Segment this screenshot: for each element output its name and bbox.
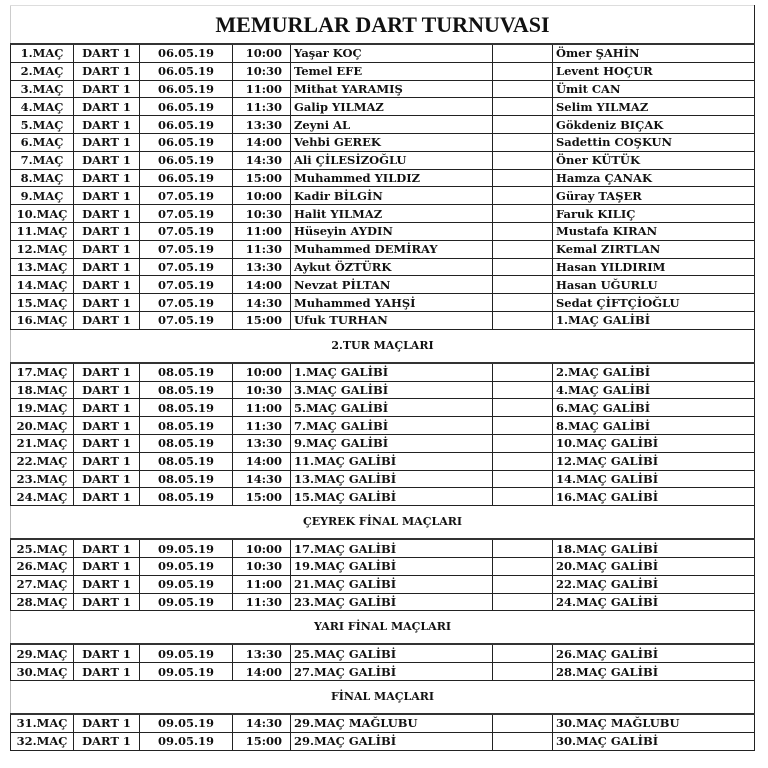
match-row: [11, 133, 755, 151]
match-date: 07.05.19: [140, 222, 233, 240]
score-cell: [493, 258, 553, 276]
match-date: 08.05.19: [140, 452, 233, 470]
home-player: 23.MAÇ GALİBİ: [291, 593, 493, 611]
match-time: 14:00: [233, 663, 291, 681]
score-cell: [493, 133, 553, 151]
match-number: 17.MAÇ: [11, 363, 74, 381]
match-date: 08.05.19: [140, 470, 233, 488]
match-time: 15:00: [233, 311, 291, 329]
score-cell: [493, 417, 553, 435]
home-player: Vehbi GEREK: [291, 133, 493, 151]
board-name: DART 1: [74, 417, 140, 435]
match-time: 11:00: [233, 222, 291, 240]
match-number: 9.MAÇ: [11, 187, 74, 205]
board-name: DART 1: [74, 44, 140, 62]
match-number: 32.MAÇ: [11, 732, 74, 750]
away-player: 30.MAÇ MAĞLUBU: [553, 714, 755, 732]
home-player: 9.MAÇ GALİBİ: [291, 434, 493, 452]
away-player: Faruk KILIÇ: [553, 205, 755, 223]
match-time: 14:30: [233, 294, 291, 312]
board-name: DART 1: [74, 452, 140, 470]
board-name: DART 1: [74, 557, 140, 575]
match-row: [11, 539, 755, 557]
match-row: [11, 240, 755, 258]
match-time: 11:30: [233, 593, 291, 611]
away-player: 6.MAÇ GALİBİ: [553, 399, 755, 417]
match-number: 16.MAÇ: [11, 311, 74, 329]
board-name: DART 1: [74, 62, 140, 80]
match-row: [11, 593, 755, 611]
match-row: [11, 169, 755, 187]
board-name: DART 1: [74, 222, 140, 240]
home-player: Muhammed YILDIZ: [291, 169, 493, 187]
match-number: 31.MAÇ: [11, 714, 74, 732]
score-cell: [493, 222, 553, 240]
match-time: 15:00: [233, 732, 291, 750]
home-player: Muhammed YAHŞİ: [291, 294, 493, 312]
match-time: 10:30: [233, 381, 291, 399]
match-time: 14:00: [233, 452, 291, 470]
away-player: 30.MAÇ GALİBİ: [553, 732, 755, 750]
away-player: Sadettin COŞKUN: [553, 133, 755, 151]
match-number: 15.MAÇ: [11, 294, 74, 312]
section-header-row: [11, 329, 755, 363]
home-player: Ufuk TURHAN: [291, 311, 493, 329]
match-row: [11, 222, 755, 240]
away-player: 18.MAÇ GALİBİ: [553, 539, 755, 557]
match-row: [11, 363, 755, 381]
board-name: DART 1: [74, 169, 140, 187]
match-number: 25.MAÇ: [11, 539, 74, 557]
match-date: 09.05.19: [140, 714, 233, 732]
away-player: 22.MAÇ GALİBİ: [553, 575, 755, 593]
board-name: DART 1: [74, 575, 140, 593]
away-player: Öner KÜTÜK: [553, 151, 755, 169]
match-row: [11, 663, 755, 681]
score-cell: [493, 276, 553, 294]
match-number: 29.MAÇ: [11, 644, 74, 662]
score-cell: [493, 470, 553, 488]
score-cell: [493, 399, 553, 417]
match-time: 15:00: [233, 169, 291, 187]
match-row: [11, 80, 755, 98]
score-cell: [493, 434, 553, 452]
board-name: DART 1: [74, 663, 140, 681]
home-player: 13.MAÇ GALİBİ: [291, 470, 493, 488]
away-player: 2.MAÇ GALİBİ: [553, 363, 755, 381]
match-row: [11, 294, 755, 312]
match-number: 12.MAÇ: [11, 240, 74, 258]
match-number: 26.MAÇ: [11, 557, 74, 575]
match-date: 06.05.19: [140, 98, 233, 116]
match-row: [11, 557, 755, 575]
away-player: 12.MAÇ GALİBİ: [553, 452, 755, 470]
tournament-sheet: [10, 5, 754, 751]
score-cell: [493, 187, 553, 205]
away-player: Selim YILMAZ: [553, 98, 755, 116]
match-time: 14:30: [233, 151, 291, 169]
match-time: 10:00: [233, 187, 291, 205]
board-name: DART 1: [74, 151, 140, 169]
match-date: 08.05.19: [140, 363, 233, 381]
home-player: 17.MAÇ GALİBİ: [291, 539, 493, 557]
board-name: DART 1: [74, 311, 140, 329]
match-row: [11, 452, 755, 470]
match-row: [11, 311, 755, 329]
match-date: 06.05.19: [140, 133, 233, 151]
home-player: Ali ÇİLESİZOĞLU: [291, 151, 493, 169]
match-time: 11:00: [233, 80, 291, 98]
score-cell: [493, 575, 553, 593]
match-row: [11, 276, 755, 294]
away-player: 1.MAÇ GALİBİ: [553, 311, 755, 329]
board-name: DART 1: [74, 714, 140, 732]
match-time: 11:00: [233, 399, 291, 417]
board-name: DART 1: [74, 116, 140, 134]
match-date: 09.05.19: [140, 732, 233, 750]
match-number: 11.MAÇ: [11, 222, 74, 240]
away-player: Hamza ÇANAK: [553, 169, 755, 187]
match-date: 09.05.19: [140, 663, 233, 681]
home-player: 15.MAÇ GALİBİ: [291, 488, 493, 506]
match-date: 08.05.19: [140, 381, 233, 399]
match-time: 10:00: [233, 539, 291, 557]
home-player: Muhammed DEMİRAY: [291, 240, 493, 258]
away-player: 26.MAÇ GALİBİ: [553, 644, 755, 662]
away-player: Hasan UĞURLU: [553, 276, 755, 294]
board-name: DART 1: [74, 80, 140, 98]
board-name: DART 1: [74, 644, 140, 662]
home-player: 19.MAÇ GALİBİ: [291, 557, 493, 575]
home-player: Temel EFE: [291, 62, 493, 80]
match-date: 08.05.19: [140, 434, 233, 452]
away-player: Ümit CAN: [553, 80, 755, 98]
score-cell: [493, 488, 553, 506]
match-date: 07.05.19: [140, 187, 233, 205]
score-cell: [493, 44, 553, 62]
match-time: 10:00: [233, 44, 291, 62]
match-number: 24.MAÇ: [11, 488, 74, 506]
home-player: 29.MAÇ MAĞLUBU: [291, 714, 493, 732]
match-date: 06.05.19: [140, 151, 233, 169]
match-row: [11, 258, 755, 276]
match-row: [11, 575, 755, 593]
match-row: [11, 44, 755, 62]
board-name: DART 1: [74, 399, 140, 417]
score-cell: [493, 80, 553, 98]
score-cell: [493, 381, 553, 399]
away-player: Sedat ÇİFTÇİOĞLU: [553, 294, 755, 312]
match-number: 20.MAÇ: [11, 417, 74, 435]
match-time: 11:30: [233, 98, 291, 116]
score-cell: [493, 732, 553, 750]
match-row: [11, 151, 755, 169]
match-row: [11, 62, 755, 80]
match-time: 14:00: [233, 133, 291, 151]
board-name: DART 1: [74, 276, 140, 294]
away-player: 20.MAÇ GALİBİ: [553, 557, 755, 575]
board-name: DART 1: [74, 294, 140, 312]
match-time: 14:30: [233, 470, 291, 488]
away-player: 14.MAÇ GALİBİ: [553, 470, 755, 488]
match-number: 13.MAÇ: [11, 258, 74, 276]
score-cell: [493, 169, 553, 187]
match-row: [11, 714, 755, 732]
section-heading: YARI FİNAL MAÇLARI: [11, 611, 755, 645]
title-row: [11, 6, 755, 45]
match-row: [11, 644, 755, 662]
score-cell: [493, 311, 553, 329]
home-player: Kadir BİLGİN: [291, 187, 493, 205]
score-cell: [493, 98, 553, 116]
match-row: [11, 399, 755, 417]
match-number: 28.MAÇ: [11, 593, 74, 611]
score-cell: [493, 116, 553, 134]
home-player: Aykut ÖZTÜRK: [291, 258, 493, 276]
match-time: 15:00: [233, 488, 291, 506]
match-time: 14:30: [233, 714, 291, 732]
board-name: DART 1: [74, 593, 140, 611]
match-time: 10:00: [233, 363, 291, 381]
match-number: 4.MAÇ: [11, 98, 74, 116]
match-number: 3.MAÇ: [11, 80, 74, 98]
board-name: DART 1: [74, 539, 140, 557]
home-player: 25.MAÇ GALİBİ: [291, 644, 493, 662]
section-heading: ÇEYREK FİNAL MAÇLARI: [11, 506, 755, 540]
match-number: 5.MAÇ: [11, 116, 74, 134]
section-header-row: [11, 611, 755, 645]
match-number: 2.MAÇ: [11, 62, 74, 80]
board-name: DART 1: [74, 363, 140, 381]
away-player: Gökdeniz BIÇAK: [553, 116, 755, 134]
match-date: 06.05.19: [140, 116, 233, 134]
home-player: 5.MAÇ GALİBİ: [291, 399, 493, 417]
match-time: 10:30: [233, 62, 291, 80]
score-cell: [493, 62, 553, 80]
match-row: [11, 187, 755, 205]
match-number: 27.MAÇ: [11, 575, 74, 593]
match-row: [11, 732, 755, 750]
section-header-row: [11, 506, 755, 540]
score-cell: [493, 663, 553, 681]
board-name: DART 1: [74, 205, 140, 223]
match-number: 19.MAÇ: [11, 399, 74, 417]
score-cell: [493, 557, 553, 575]
board-name: DART 1: [74, 187, 140, 205]
match-number: 30.MAÇ: [11, 663, 74, 681]
section-heading: 2.TUR MAÇLARI: [11, 329, 755, 363]
home-player: 1.MAÇ GALİBİ: [291, 363, 493, 381]
away-player: 24.MAÇ GALİBİ: [553, 593, 755, 611]
board-name: DART 1: [74, 732, 140, 750]
board-name: DART 1: [74, 470, 140, 488]
home-player: 27.MAÇ GALİBİ: [291, 663, 493, 681]
away-player: Hasan YILDIRIM: [553, 258, 755, 276]
away-player: Kemal ZIRTLAN: [553, 240, 755, 258]
match-date: 07.05.19: [140, 311, 233, 329]
match-number: 22.MAÇ: [11, 452, 74, 470]
board-name: DART 1: [74, 434, 140, 452]
match-number: 8.MAÇ: [11, 169, 74, 187]
match-number: 7.MAÇ: [11, 151, 74, 169]
match-number: 21.MAÇ: [11, 434, 74, 452]
match-time: 13:30: [233, 644, 291, 662]
board-name: DART 1: [74, 488, 140, 506]
match-date: 09.05.19: [140, 644, 233, 662]
page-title: MEMURLAR DART TURNUVASI: [11, 6, 755, 45]
board-name: DART 1: [74, 98, 140, 116]
match-date: 08.05.19: [140, 399, 233, 417]
score-cell: [493, 151, 553, 169]
away-player: 8.MAÇ GALİBİ: [553, 417, 755, 435]
home-player: Mithat YARAMIŞ: [291, 80, 493, 98]
score-cell: [493, 539, 553, 557]
match-date: 08.05.19: [140, 488, 233, 506]
score-cell: [493, 593, 553, 611]
match-row: [11, 470, 755, 488]
away-player: Güray TAŞER: [553, 187, 755, 205]
match-row: [11, 98, 755, 116]
match-number: 23.MAÇ: [11, 470, 74, 488]
match-date: 06.05.19: [140, 80, 233, 98]
home-player: 7.MAÇ GALİBİ: [291, 417, 493, 435]
home-player: Hüseyin AYDIN: [291, 222, 493, 240]
away-player: Levent HOÇUR: [553, 62, 755, 80]
match-time: 10:30: [233, 205, 291, 223]
score-cell: [493, 452, 553, 470]
match-date: 06.05.19: [140, 62, 233, 80]
score-cell: [493, 644, 553, 662]
match-time: 10:30: [233, 557, 291, 575]
home-player: Nevzat PİLTAN: [291, 276, 493, 294]
match-row: [11, 434, 755, 452]
score-cell: [493, 363, 553, 381]
match-row: [11, 417, 755, 435]
match-date: 09.05.19: [140, 575, 233, 593]
match-number: 10.MAÇ: [11, 205, 74, 223]
match-number: 18.MAÇ: [11, 381, 74, 399]
home-player: Zeyni AL: [291, 116, 493, 134]
match-time: 11:30: [233, 417, 291, 435]
away-player: Mustafa KIRAN: [553, 222, 755, 240]
match-date: 09.05.19: [140, 557, 233, 575]
score-cell: [493, 240, 553, 258]
match-time: 13:30: [233, 258, 291, 276]
match-number: 14.MAÇ: [11, 276, 74, 294]
home-player: Yaşar KOÇ: [291, 44, 493, 62]
board-name: DART 1: [74, 381, 140, 399]
match-number: 1.MAÇ: [11, 44, 74, 62]
away-player: 16.MAÇ GALİBİ: [553, 488, 755, 506]
home-player: 21.MAÇ GALİBİ: [291, 575, 493, 593]
score-cell: [493, 714, 553, 732]
match-time: 13:30: [233, 434, 291, 452]
board-name: DART 1: [74, 133, 140, 151]
match-time: 11:00: [233, 575, 291, 593]
match-date: 07.05.19: [140, 276, 233, 294]
score-cell: [493, 205, 553, 223]
match-time: 11:30: [233, 240, 291, 258]
match-row: [11, 381, 755, 399]
away-player: 10.MAÇ GALİBİ: [553, 434, 755, 452]
match-row: [11, 488, 755, 506]
away-player: 4.MAÇ GALİBİ: [553, 381, 755, 399]
home-player: Galip YILMAZ: [291, 98, 493, 116]
match-date: 09.05.19: [140, 539, 233, 557]
home-player: 29.MAÇ GALİBİ: [291, 732, 493, 750]
home-player: 3.MAÇ GALİBİ: [291, 381, 493, 399]
match-date: 07.05.19: [140, 294, 233, 312]
match-date: 06.05.19: [140, 44, 233, 62]
home-player: Halit YILMAZ: [291, 205, 493, 223]
match-date: 09.05.19: [140, 593, 233, 611]
match-date: 07.05.19: [140, 205, 233, 223]
match-date: 08.05.19: [140, 417, 233, 435]
home-player: 11.MAÇ GALİBİ: [291, 452, 493, 470]
match-date: 06.05.19: [140, 169, 233, 187]
match-date: 07.05.19: [140, 258, 233, 276]
board-name: DART 1: [74, 258, 140, 276]
away-player: Ömer ŞAHİN: [553, 44, 755, 62]
match-row: [11, 205, 755, 223]
match-time: 13:30: [233, 116, 291, 134]
away-player: 28.MAÇ GALİBİ: [553, 663, 755, 681]
match-number: 6.MAÇ: [11, 133, 74, 151]
section-header-row: [11, 680, 755, 714]
match-date: 07.05.19: [140, 240, 233, 258]
fixture-table: [10, 5, 755, 751]
match-row: [11, 116, 755, 134]
match-time: 14:00: [233, 276, 291, 294]
score-cell: [493, 294, 553, 312]
board-name: DART 1: [74, 240, 140, 258]
section-heading: FİNAL MAÇLARI: [11, 680, 755, 714]
